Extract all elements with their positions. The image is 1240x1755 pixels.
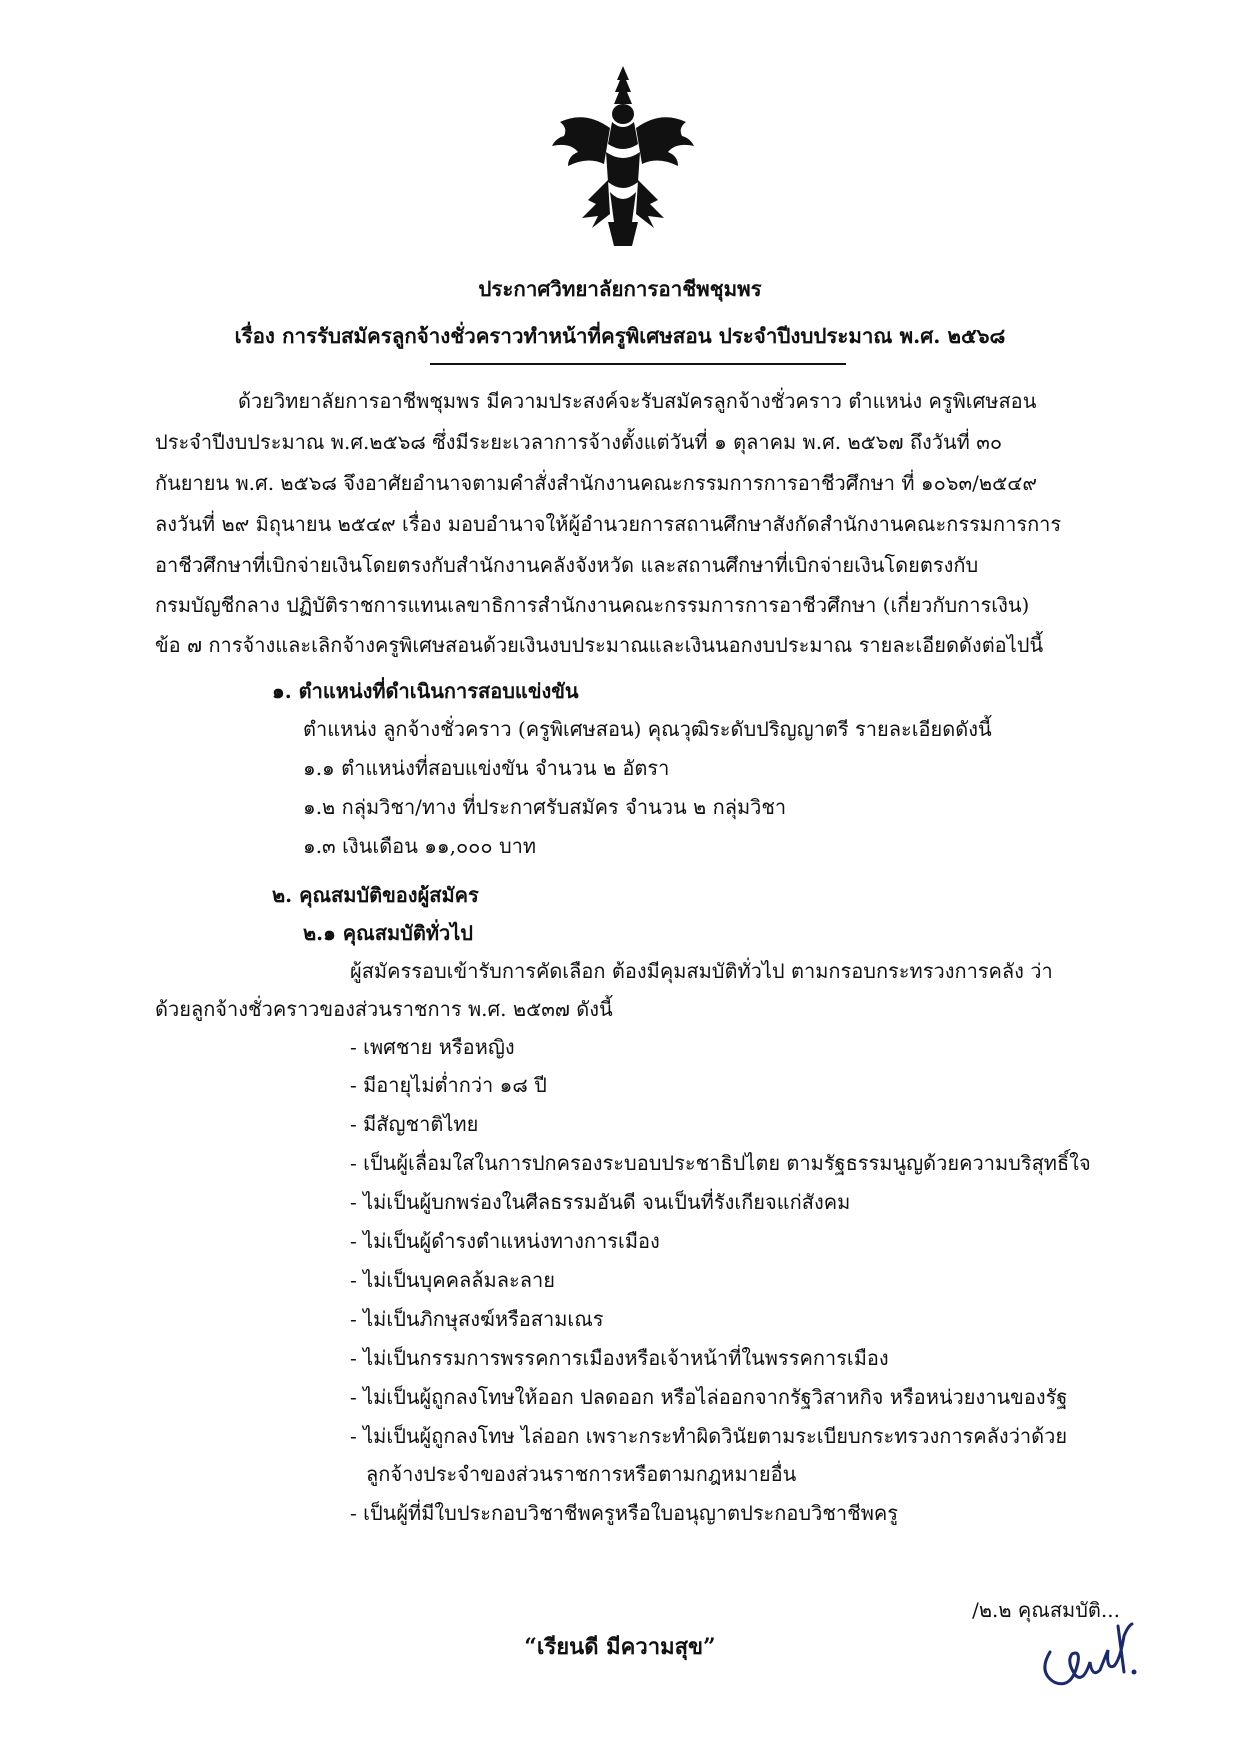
- intro-line-3: กันยายน พ.ศ. ๒๕๖๘ จึงอาศัยอำนาจตามคำสั่งสำนักงานคณะกรรมการการอาชีวศึกษา ที่ ๑๐๖๓/๒๕๔๙: [155, 471, 1038, 495]
- intro-line-2: ประจำปีงบประมาณ พ.ศ.๒๕๖๘ ซึ่งมีระยะเวลาการจ้างตั้งแต่วันที่ ๑ ตุลาคม พ.ศ. ๒๕๖๗ ถึงวันที่ ๓๐: [155, 430, 1003, 454]
- qualification-item: - ไม่เป็นกรรมการพรรคการเมืองหรือเจ้าหน้าที่ในพรรคการเมือง: [350, 1346, 889, 1370]
- section-2-heading: ๒. คุณสมบัติของผู้สมัคร: [272, 883, 479, 907]
- intro-line-4: ลงวันที่ ๒๙ มิถุนายน ๒๕๔๙ เรื่อง มอบอำนาจให้ผู้อำนวยการสถานศึกษาสังกัดสำนักงานคณะกรรมการการ: [155, 512, 1062, 536]
- qualification-item: - ไม่เป็นภิกษุสงฆ์หรือสามเณร: [350, 1307, 604, 1331]
- qualification-item: - ไม่เป็นผู้ถูกลงโทษให้ออก ปลดออก หรือไล่ออกจากรัฐวิสาหกิจ หรือหน่วยงานของรัฐ: [350, 1385, 1068, 1409]
- section-2-1-heading: ๒.๑ คุณสมบัติทั่วไป: [303, 921, 473, 945]
- intro-line-7: ข้อ ๗ การจ้างและเลิกจ้างครูพิเศษสอนด้วยเงินงบประมาณและเงินนอกงบประมาณ รายละเอียดดังต่อไปนี้: [155, 633, 1044, 657]
- section-1-heading: ๑. ตำแหน่งที่ดำเนินการสอบแข่งขัน: [272, 679, 579, 703]
- qualification-item: - ไม่เป็นผู้บกพร่องในศีลธรรมอันดี จนเป็นที่รังเกียจแก่สังคม: [350, 1190, 851, 1214]
- signature-icon: [1030, 1612, 1150, 1692]
- intro-line-1: ด้วยวิทยาลัยการอาชีพชุมพร มีความประสงค์จะรับสมัครลูกจ้างชั่วคราว ตำแหน่ง ครูพิเศษสอน: [238, 389, 1037, 413]
- qualification-item: - ไม่เป็นผู้ดำรงตำแหน่งทางการเมือง: [350, 1229, 660, 1253]
- section-1-desc: ตำแหน่ง ลูกจ้างชั่วคราว (ครูพิเศษสอน) คุณวุฒิระดับปริญญาตรี รายละเอียดดังนี้: [303, 717, 992, 741]
- qualification-item: - มีสัญชาติไทย: [350, 1112, 479, 1136]
- title-divider: [430, 363, 846, 365]
- announcement-title: ประกาศวิทยาลัยการอาชีพชุมพร: [478, 277, 762, 301]
- continuation-note: /๒.๒ คุณสมบัติ...: [972, 1598, 1120, 1622]
- qualification-item: - เพศชาย หรือหญิง: [350, 1035, 515, 1059]
- section-2-1-para-line-2: ด้วยลูกจ้างชั่วคราวของส่วนราชการ พ.ศ. ๒๕๓๗ ดังนี้: [155, 997, 613, 1021]
- intro-line-5: อาชีวศึกษาที่เบิกจ่ายเงินโดยตรงกับสำนักงานคลังจังหวัด และสถานศึกษาที่เบิกจ่ายเงินโดยตรงกับ: [155, 553, 979, 577]
- qualification-item: - ไม่เป็นผู้ถูกลงโทษ ไล่ออก เพราะกระทำผิดวินัยตามระเบียบกระทรวงการคลังว่าด้วย: [350, 1424, 1068, 1448]
- qualification-item: - เป็นผู้เลื่อมใสในการปกครองระบอบประชาธิปไตย ตามรัฐธรรมนูญด้วยความบริสุทธิ์ใจ: [350, 1151, 1091, 1175]
- qualification-item: - ไม่เป็นบุคคลล้มละลาย: [350, 1268, 555, 1292]
- section-2-1-para-line-1: ผู้สมัครรอบเข้ารับการคัดเลือก ต้องมีคุมสมบัติทั่วไป ตามกรอบกระทรวงการคลัง ว่า: [350, 959, 1053, 983]
- section-1-item-1: ๑.๑ ตำแหน่งที่สอบแข่งขัน จำนวน ๒ อัตรา: [303, 756, 670, 780]
- intro-line-6: กรมบัญชีกลาง ปฏิบัติราชการแทนเลขาธิการสำนักงานคณะกรรมการการอาชีวศึกษา (เกี่ยวกับการเงิน): [155, 593, 1030, 617]
- announcement-subject: เรื่อง การรับสมัครลูกจ้างชั่วคราวทำหน้าที่ครูพิเศษสอน ประจำปีงบประมาณ พ.ศ. ๒๕๖๘: [234, 324, 1006, 348]
- section-1-item-3: ๑.๓ เงินเดือน ๑๑,๐๐๐ บาท: [303, 834, 537, 858]
- qualification-item-continued: ลูกจ้างประจำของส่วนราชการหรือตามกฎหมายอื่น: [366, 1462, 797, 1486]
- garuda-emblem-icon: [548, 62, 698, 250]
- qualification-item: - มีอายุไม่ต่ำกว่า ๑๘ ปี: [350, 1073, 547, 1097]
- college-slogan: “เรียนดี มีความสุข”: [524, 1634, 716, 1660]
- qualification-item: - เป็นผู้ที่มีใบประกอบวิชาชีพครูหรือใบอนุญาตประกอบวิชาชีพครู: [350, 1501, 899, 1525]
- section-1-item-2: ๑.๒ กลุ่มวิชา/ทาง ที่ประกาศรับสมัคร จำนวน ๒ กลุ่มวิชา: [303, 795, 787, 819]
